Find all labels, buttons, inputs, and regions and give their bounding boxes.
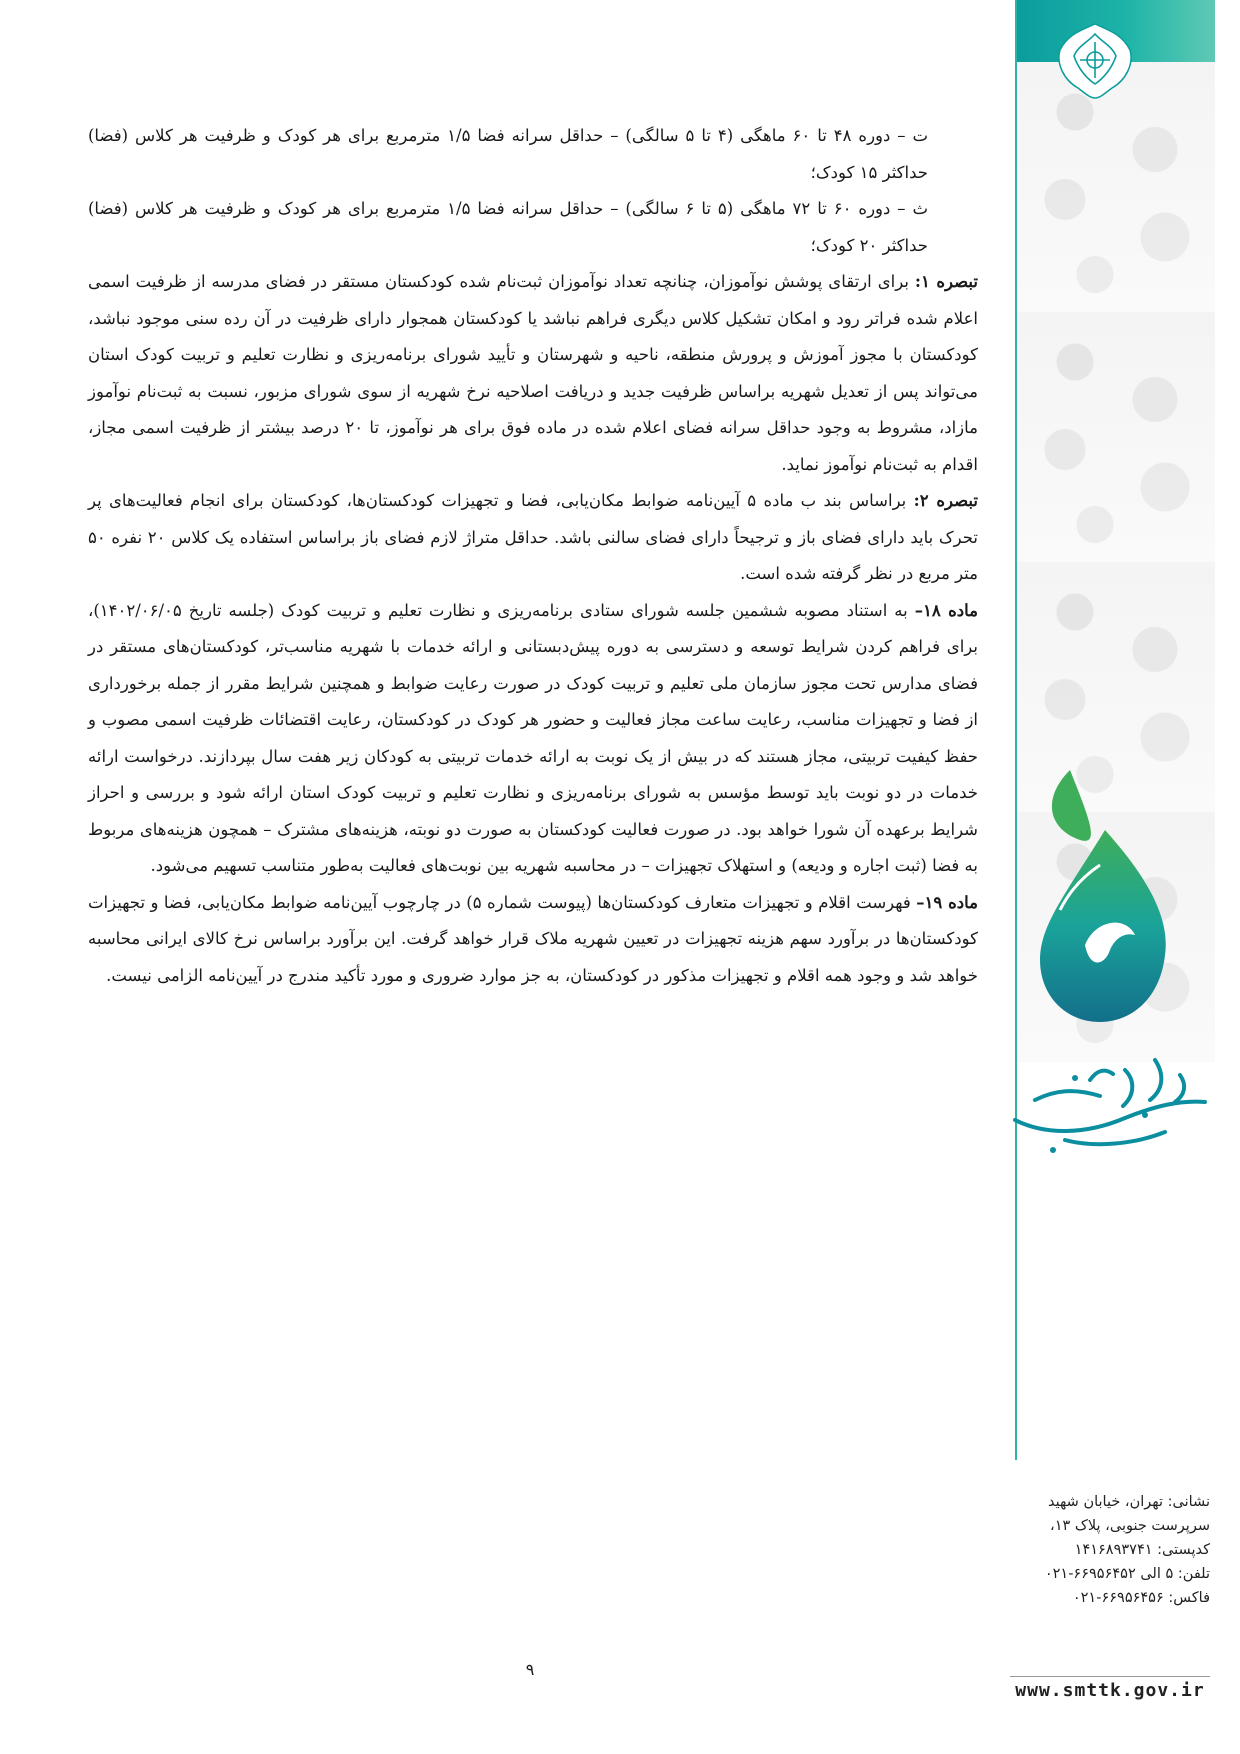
contact-phone: تلفن: ۵ الی ۶۶۹۵۶۴۵۲-۰۲۱ bbox=[1044, 1566, 1210, 1582]
page-number: ۹ bbox=[525, 1660, 535, 1679]
banner-border-line bbox=[1015, 0, 1017, 1460]
note-1-label: تبصره ۱: bbox=[914, 272, 978, 291]
note-2-paragraph bbox=[88, 483, 978, 593]
calligraphy-logo bbox=[1005, 1040, 1215, 1160]
note-2-text: براساس بند ب ماده ۵ آیین‌نامه ضوابط مکان‌یابی، فضا و تجهیزات کودکستان‌ها، کودکستان برای انجام فعالیت‌های پر تحرک باید دارای فضای باز و ترجیحاً دارای فضای سالنی باشد. حداقل متراژ لازم فضای باز براساس استفاده یک کلاس ۲۰ نفره ۵۰ متر مربع در نظر گرفته شده است. bbox=[88, 491, 978, 583]
note-2-label: تبصره ۲: bbox=[913, 491, 978, 510]
article-19-label: ماده ۱۹– bbox=[916, 892, 978, 912]
article-19-paragraph bbox=[88, 885, 978, 995]
article-19-text: فهرست اقلام و تجهیزات متعارف کودکستان‌ها (پیوست شماره ۵) در چارچوب آیین‌نامه ضوابط مکان‌یابی، فضا و تجهیزات کودکستان‌ها در برآورد سهم هزینه تجهیزات در تعیین شهریه ملاک قرار خواهد گرفت. این برآورد براساس نرخ کالای ایرانی محاسبه خواهد شد و وجود همه اقلام و تجهیزات مذکور در کودکستان، به جز موارد ضروری و مورد تأکید مندرج در آیین‌نامه الزامی نیست. bbox=[88, 892, 978, 985]
contact-postal-code: کدپستی: ۱۴۱۶۸۹۳۷۴۱ bbox=[1074, 1542, 1210, 1558]
article-18-paragraph bbox=[88, 593, 978, 885]
list-item-t: ت – دوره ۴۸ تا ۶۰ ماهگی (۴ تا ۵ سالگی) – حداقل سرانه فضا ۱/۵ مترمربع برای هر کودک و ظرفیت هر کلاس (فضا) حداکثر ۱۵ کودک؛ bbox=[88, 126, 929, 182]
contact-address-line1: نشانی: تهران، خیابان شهید bbox=[1048, 1494, 1210, 1510]
contact-address-line2: سرپرست جنوبی، پلاک ۱۳، bbox=[1050, 1518, 1210, 1534]
water-drop-logo-icon bbox=[1030, 760, 1180, 1030]
contact-fax: فاکس: ۶۶۹۵۶۴۵۶-۰۲۱ bbox=[1072, 1590, 1210, 1606]
side-banner bbox=[1015, 0, 1215, 1460]
article-18-text: به استناد مصوبه ششمین جلسه شورای ستادی برنامه‌ریزی و نظارت تعلیم و تربیت کودک (جلسه تاریخ ۱۴۰۲/۰۶/۰۵)، برای فراهم کردن شرایط توسعه و دسترسی به دوره پیش‌دبستانی و ارائه خدمات با شهریه مناسب‌تر، کودکستان‌های مستقر در فضای مدارس تحت مجوز سازمان ملی تعلیم و تربیت کودک در صورت رعایت ضوابط و همچنین شرایط مقرر از جمله برخورداری از فضا و تجهیزات مناسب، رعایت ساعت مجاز فعالیت و حضور هر کودک در کودکستان، رعایت اقتضائات ظرفیت اسمی مصوب و حفظ کیفیت تربیتی، مجاز هستند که در بیش از یک نوبت به ارائه خدمات تربیتی به کودکان زیر هفت سال بپردازند. درخواست ارائه خدمات در دو نوبت باید توسط مؤسس به شورای برنامه‌ریزی و نظارت تعلیم و تربیت کودک استان ارائه شود و بررسی و احراز شرایط برعهده آن شورا خواهد بود. در صورت فعالیت کودکستان به صورت دو نوبته، هزینه‌های مشترک – همچون هزینه‌های مربوط به فضا (ثبت اجاره و ودیعه) و استهلاک تجهیزات – در محاسبه شهریه بین نوبت‌های فعالیت به‌طور متناسب تسهیم می‌شود. bbox=[88, 600, 978, 875]
note-1-text: برای ارتقای پوشش نوآموزان، چنانچه تعداد نوآموزان ثبت‌نام شده کودکستان مستقر در فضای مدرسه از ظرفیت اسمی اعلام شده فراتر رود و امکان تشکیل کلاس دیگری فراهم نباشد یا کودکستان همجوار دارای ظرفیت در آن رده سنی موجود نباشد، کودکستان با مجوز آموزش و پرورش منطقه، ناحیه و شهرستان و تأیید شورای برنامه‌ریزی و نظارت تعلیم و تربیت کودک استان می‌تواند پس از تعدیل شهریه براساس ظرفیت جدید و دریافت اصلاحیه نرخ شهریه از سوی شورای مزبور، نسبت به ثبت‌نام نوآموز مازاد، مشروط به وجود حداقل سرانه فضای اعلام شده در ماده فوق برای هر نوآموز، تا ۲۰ درصد بیشتر از ظرفیت اسمی مجاز، اقدام به ثبت‌نام نوآموز نماید. bbox=[88, 272, 979, 474]
website-link[interactable]: www.smttk.gov.ir bbox=[1015, 1680, 1205, 1701]
document-body bbox=[88, 118, 978, 994]
note-1-paragraph bbox=[88, 264, 978, 483]
contact-block bbox=[1010, 1490, 1210, 1610]
list-item-th: ث – دوره ۶۰ تا ۷۲ ماهگی (۵ تا ۶ سالگی) – حداقل سرانه فضا ۱/۵ مترمربع برای هر کودک و ظرفیت هر کلاس (فضا) حداکثر ۲۰ کودک؛ bbox=[88, 199, 929, 255]
article-18-label: ماده ۱۸– bbox=[914, 600, 978, 620]
website-divider bbox=[1010, 1676, 1210, 1677]
islamic-emblem-icon bbox=[1050, 20, 1140, 100]
